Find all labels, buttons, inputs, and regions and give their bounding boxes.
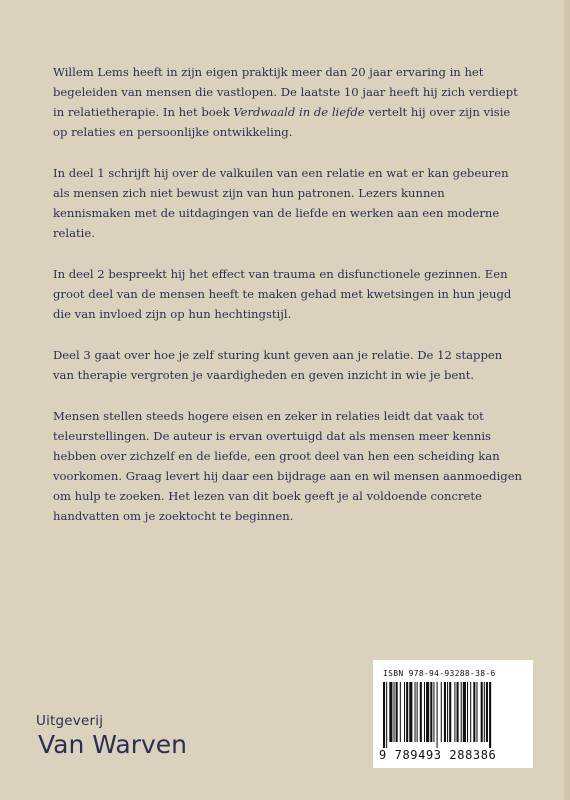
blurb-paragraph-3: In deel 2 bespreekt hij het effect van trauma en disfunctionele gezinnen. Een groot deel van de mensen heeft te maken gehad met kwetsingen in hun jeugd die van invloed zijn op hun hechtingstijl. — [53, 267, 512, 321]
publisher-logo — [36, 712, 187, 760]
publisher-line-2: Van Warven — [38, 730, 188, 759]
blurb-paragraph-2: In deel 1 schrijft hij over de valkuilen van een relatie en wat er kan gebeuren als mensen zich niet bewust zijn van hun patronen. Lezers kunnen kennismaken met de uitdagingen van de liefde en werken aan een moderne relatie. — [53, 166, 509, 240]
blurb-p1-start: Willem Lems heeft in zijn eigen praktijk meer dan 20 jaar ervaring in het begeleiden van mensen die vastlopen. De laatste 10 jaar heeft hij zich verdiept in relatietherapie. In het boek — [53, 65, 518, 119]
book-title-italic: Verdwaald in de liefde — [233, 105, 365, 119]
barcode-digits: 9 789493 288386 — [379, 748, 497, 762]
publisher-line-1: Uitgeverij — [36, 713, 104, 729]
blurb-paragraph-4: Deel 3 gaat over hoe je zelf sturing kunt geven aan je relatie. De 12 stappen van therapie vergroten je vaardigheden en geven inzicht in wie je bent. — [53, 348, 503, 382]
blurb-paragraph-5: Mensen stellen steeds hogere eisen en zeker in relaties leidt dat vaak tot teleurstellingen. De auteur is ervan overtuigd dat als mensen meer kennis hebben over zichzelf en de liefde, een groot deel van hen een scheiding kan voorkomen. Graag levert hij daar een bijdrage aan en wil mensen aanmoedigen om hulp te zoeken. Het lezen van dit boek geeft je al voldoende concrete handvatten om je zoektocht te beginnen. — [53, 409, 523, 523]
blurb-paragraph-1 — [53, 62, 523, 142]
blurb-text — [53, 62, 523, 547]
spine-edge — [564, 0, 570, 800]
barcode-icon — [381, 682, 525, 748]
blurb-p1-end: vertelt hij over zijn visie op relaties en persoonlijke ontwikkeling. — [53, 105, 511, 139]
barcode-label — [373, 660, 533, 768]
isbn-text: ISBN 978-94-93288-38-6 — [383, 669, 496, 678]
